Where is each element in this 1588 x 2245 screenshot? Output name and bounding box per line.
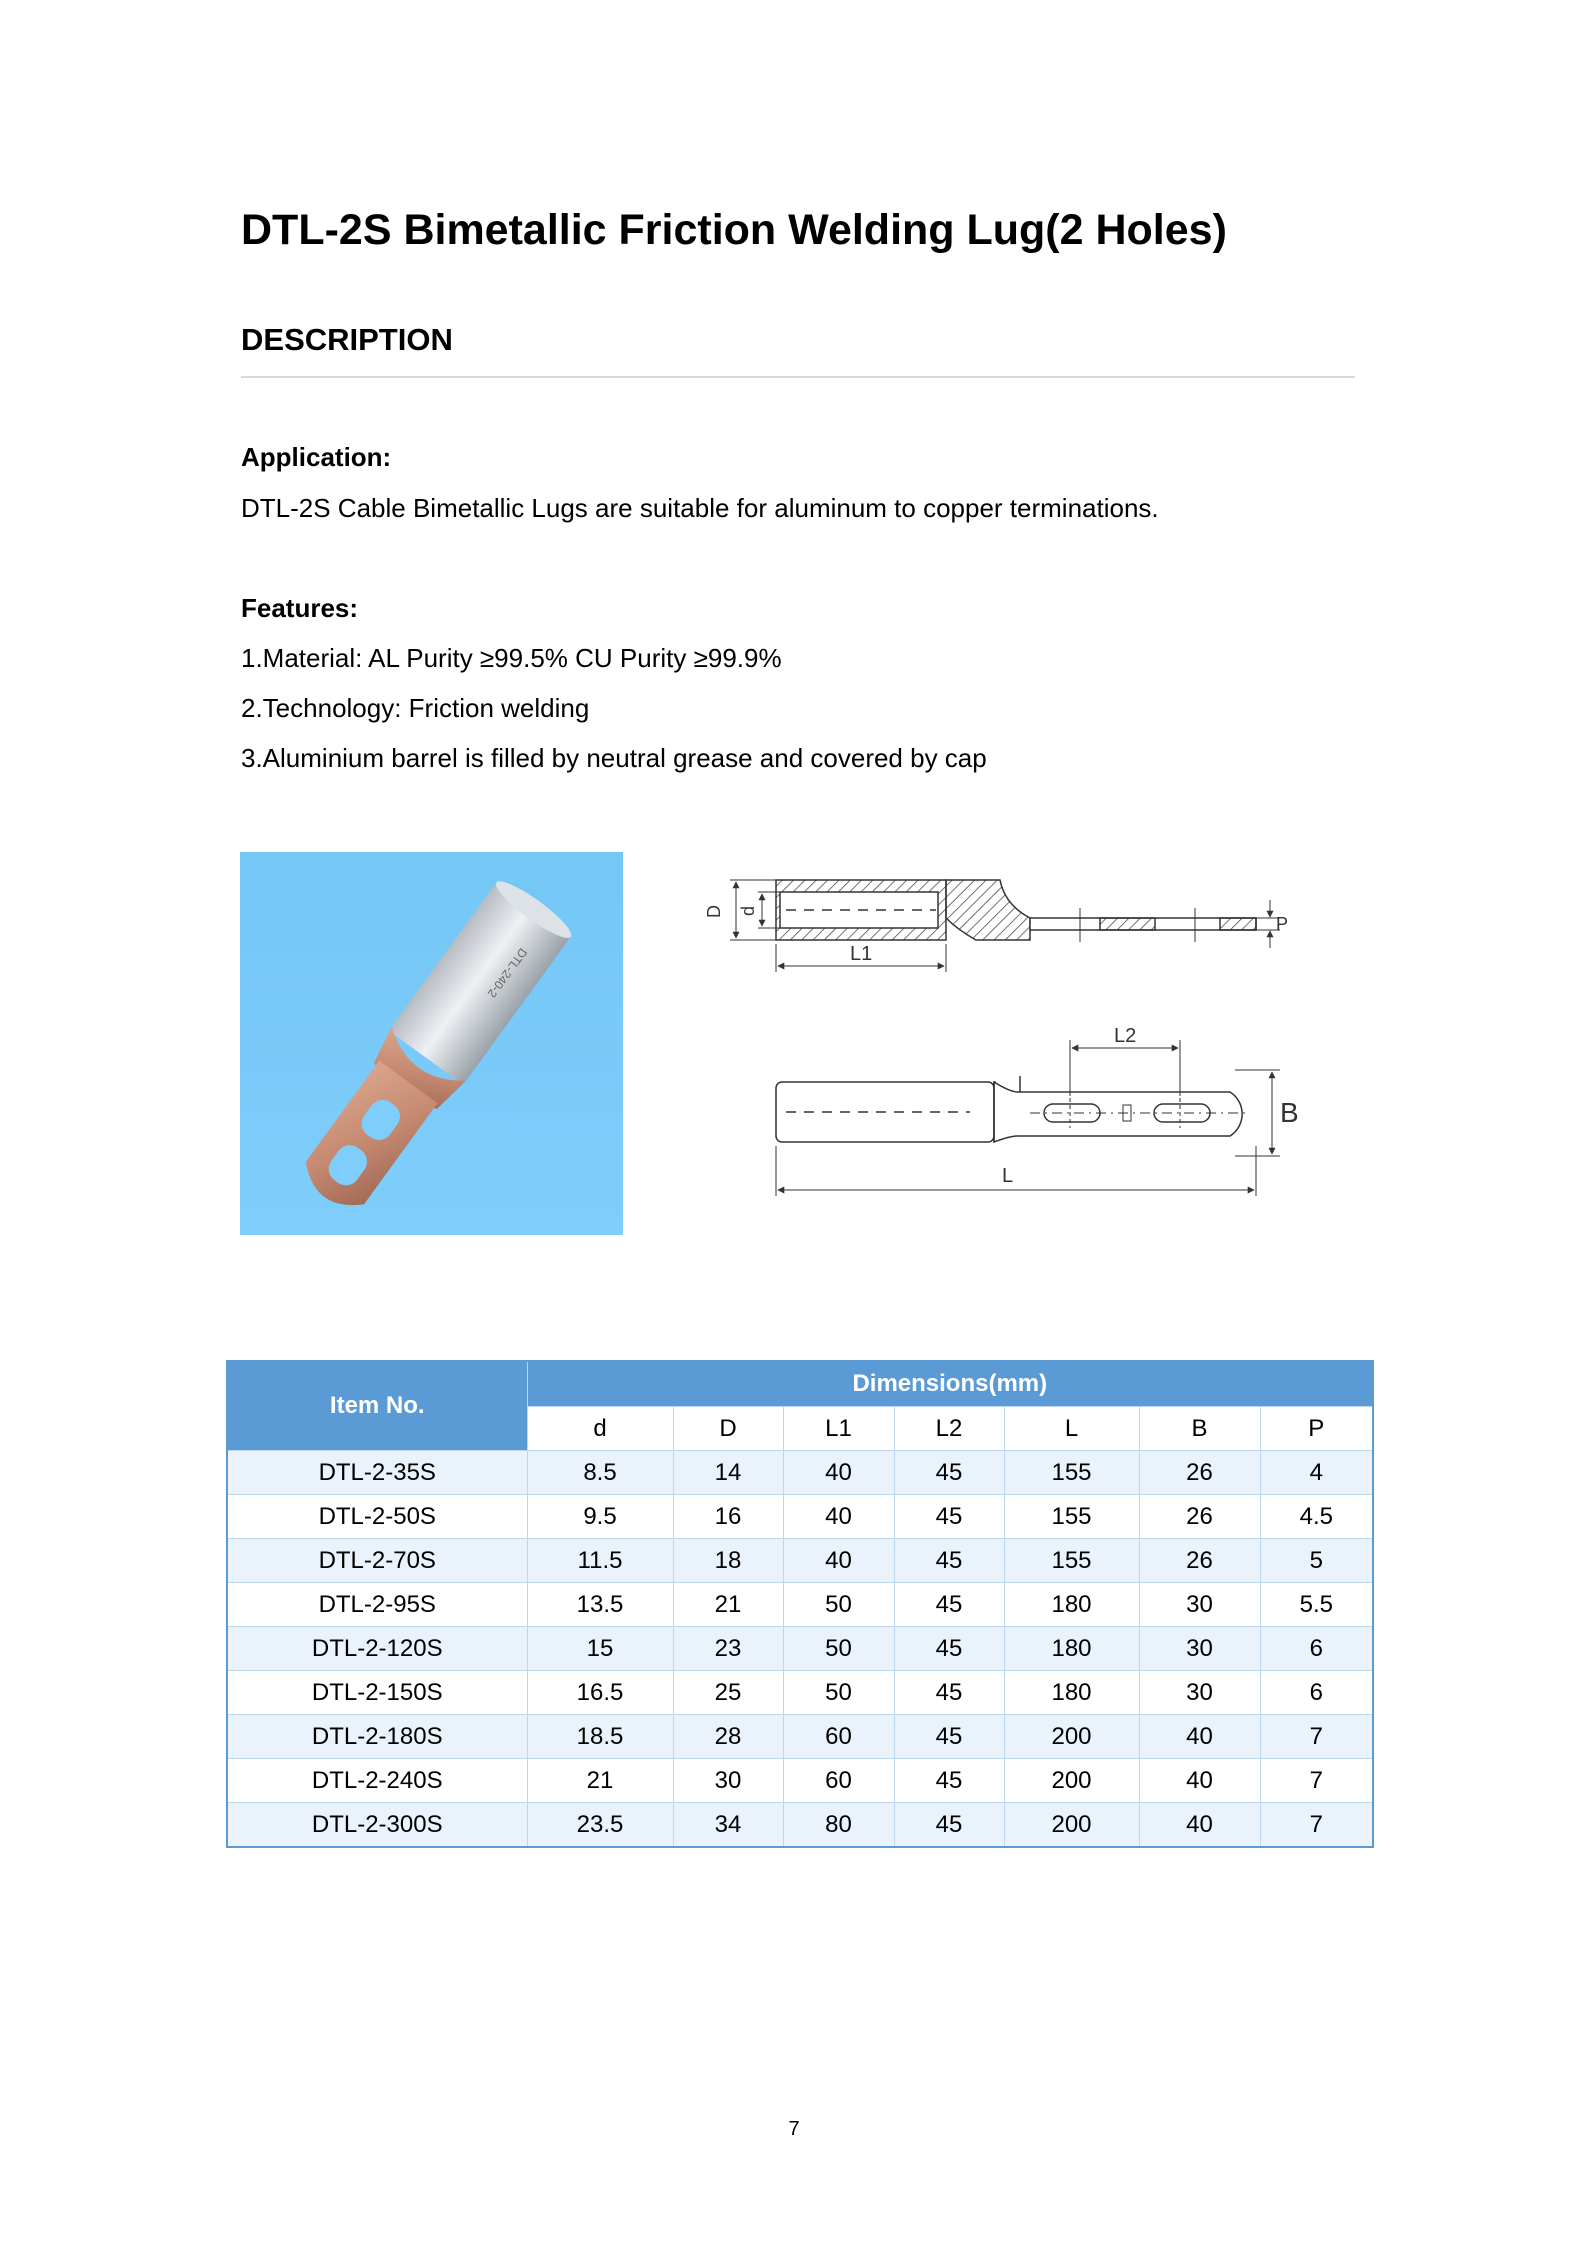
dimension-cell: 45 bbox=[894, 1759, 1004, 1803]
dimension-cell: 60 bbox=[783, 1759, 894, 1803]
dimension-cell: 21 bbox=[673, 1583, 783, 1627]
features-label: Features: bbox=[241, 593, 359, 623]
dimension-cell: 50 bbox=[783, 1671, 894, 1715]
dimension-cell: 30 bbox=[673, 1759, 783, 1803]
dimension-cell: 6 bbox=[1260, 1671, 1373, 1715]
dimension-cell: 23 bbox=[673, 1627, 783, 1671]
item-number-cell: DTL-2-300S bbox=[227, 1803, 527, 1848]
dimension-cell: 45 bbox=[894, 1495, 1004, 1539]
column-header: d bbox=[527, 1407, 673, 1451]
table-row bbox=[227, 1583, 1373, 1627]
dimension-cell: 40 bbox=[783, 1451, 894, 1495]
section-heading: DESCRIPTION bbox=[241, 322, 453, 357]
table-row bbox=[227, 1451, 1373, 1495]
dimension-cell: 9.5 bbox=[527, 1495, 673, 1539]
dimension-cell: 45 bbox=[894, 1627, 1004, 1671]
dimension-cell: 30 bbox=[1139, 1583, 1260, 1627]
dimension-cell: 4.5 bbox=[1260, 1495, 1373, 1539]
item-number-cell: DTL-2-150S bbox=[227, 1671, 527, 1715]
dimension-cell: 34 bbox=[673, 1803, 783, 1848]
dimension-cell: 45 bbox=[894, 1803, 1004, 1848]
dimension-cell: 18.5 bbox=[527, 1715, 673, 1759]
item-number-cell: DTL-2-95S bbox=[227, 1583, 527, 1627]
dimension-cell: 155 bbox=[1004, 1539, 1139, 1583]
dimension-cell: 28 bbox=[673, 1715, 783, 1759]
dimension-cell: 30 bbox=[1139, 1627, 1260, 1671]
application-text: DTL-2S Cable Bimetallic Lugs are suitable for aluminum to copper terminations. bbox=[241, 493, 1159, 523]
dimension-cell: 21 bbox=[527, 1759, 673, 1803]
page-number: 7 bbox=[788, 2118, 800, 2140]
dim-label-D: D bbox=[704, 905, 724, 918]
photo-stamp: DTL-240-2 bbox=[484, 945, 530, 1001]
item-number-cell: DTL-2-70S bbox=[227, 1539, 527, 1583]
application-label: Application: bbox=[241, 442, 392, 472]
dimension-cell: 16.5 bbox=[527, 1671, 673, 1715]
dimension-cell: 14 bbox=[673, 1451, 783, 1495]
dimension-cell: 40 bbox=[1139, 1759, 1260, 1803]
column-header: B bbox=[1139, 1407, 1260, 1451]
page-title: DTL-2S Bimetallic Friction Welding Lug(2 Holes) bbox=[241, 206, 1227, 254]
dimension-cell: 40 bbox=[783, 1539, 894, 1583]
item-number-cell: DTL-2-35S bbox=[227, 1451, 527, 1495]
technical-drawing bbox=[700, 860, 1300, 1210]
column-header: L2 bbox=[894, 1407, 1004, 1451]
dimension-cell: 40 bbox=[783, 1495, 894, 1539]
dimension-cell: 8.5 bbox=[527, 1451, 673, 1495]
dimension-cell: 180 bbox=[1004, 1627, 1139, 1671]
item-number-cell: DTL-2-120S bbox=[227, 1627, 527, 1671]
table-row bbox=[227, 1539, 1373, 1583]
dimension-cell: 40 bbox=[1139, 1803, 1260, 1848]
dimension-cell: 5.5 bbox=[1260, 1583, 1373, 1627]
column-header: L1 bbox=[783, 1407, 894, 1451]
dimension-cell: 7 bbox=[1260, 1715, 1373, 1759]
dimension-cell: 16 bbox=[673, 1495, 783, 1539]
dimension-cell: 40 bbox=[1139, 1715, 1260, 1759]
column-header: L bbox=[1004, 1407, 1139, 1451]
dimension-cell: 13.5 bbox=[527, 1583, 673, 1627]
dimension-cell: 7 bbox=[1260, 1759, 1373, 1803]
dimension-cell: 23.5 bbox=[527, 1803, 673, 1848]
feature-item: 3.Aluminium barrel is filled by neutral grease and covered by cap bbox=[241, 743, 987, 773]
dimension-cell: 26 bbox=[1139, 1451, 1260, 1495]
dimension-cell: 180 bbox=[1004, 1671, 1139, 1715]
dimension-cell: 45 bbox=[894, 1583, 1004, 1627]
dimension-cell: 45 bbox=[894, 1671, 1004, 1715]
dimension-cell: 60 bbox=[783, 1715, 894, 1759]
dimension-cell: 45 bbox=[894, 1451, 1004, 1495]
dimension-cell: 155 bbox=[1004, 1495, 1139, 1539]
dimension-cell: 180 bbox=[1004, 1583, 1139, 1627]
dimensions-header: Dimensions(mm) bbox=[527, 1361, 1373, 1407]
item-number-cell: DTL-2-240S bbox=[227, 1759, 527, 1803]
dimension-cell: 50 bbox=[783, 1583, 894, 1627]
feature-item: 2.Technology: Friction welding bbox=[241, 693, 590, 723]
feature-item: 1.Material: AL Purity ≥99.5% CU Purity ≥99.9% bbox=[241, 643, 782, 673]
dimension-cell: 15 bbox=[527, 1627, 673, 1671]
column-header: P bbox=[1260, 1407, 1373, 1451]
dimension-cell: 50 bbox=[783, 1627, 894, 1671]
dimension-cell: 4 bbox=[1260, 1451, 1373, 1495]
dimension-cell: 200 bbox=[1004, 1803, 1139, 1848]
dimension-cell: 26 bbox=[1139, 1539, 1260, 1583]
table-body bbox=[227, 1451, 1373, 1848]
product-photo bbox=[240, 852, 623, 1235]
column-header: D bbox=[673, 1407, 783, 1451]
dim-label-L: L bbox=[1002, 1165, 1014, 1187]
dim-label-L2: L2 bbox=[1114, 1025, 1137, 1047]
table-row bbox=[227, 1715, 1373, 1759]
dimension-cell: 11.5 bbox=[527, 1539, 673, 1583]
dim-label-B: B bbox=[1280, 1097, 1299, 1128]
dimension-cell: 30 bbox=[1139, 1671, 1260, 1715]
table-row bbox=[227, 1671, 1373, 1715]
table-row bbox=[227, 1495, 1373, 1539]
section-divider bbox=[241, 376, 1355, 378]
table-row bbox=[227, 1803, 1373, 1848]
table-row bbox=[227, 1759, 1373, 1803]
dimension-cell: 45 bbox=[894, 1715, 1004, 1759]
dimension-cell: 80 bbox=[783, 1803, 894, 1848]
item-no-header: Item No. bbox=[227, 1361, 527, 1451]
dimension-cell: 155 bbox=[1004, 1451, 1139, 1495]
dimension-cell: 26 bbox=[1139, 1495, 1260, 1539]
dimension-cell: 7 bbox=[1260, 1803, 1373, 1848]
item-number-cell: DTL-2-180S bbox=[227, 1715, 527, 1759]
dimension-cell: 5 bbox=[1260, 1539, 1373, 1583]
dimension-cell: 25 bbox=[673, 1671, 783, 1715]
dimension-cell: 18 bbox=[673, 1539, 783, 1583]
dim-label-L1: L1 bbox=[850, 943, 873, 965]
dim-label-P: P bbox=[1276, 914, 1289, 934]
dimension-cell: 45 bbox=[894, 1539, 1004, 1583]
dimensions-table bbox=[226, 1360, 1374, 1848]
dimension-cell: 6 bbox=[1260, 1627, 1373, 1671]
table-row bbox=[227, 1627, 1373, 1671]
dimension-cell: 200 bbox=[1004, 1715, 1139, 1759]
dim-label-d: d bbox=[738, 905, 758, 916]
item-number-cell: DTL-2-50S bbox=[227, 1495, 527, 1539]
dimension-cell: 200 bbox=[1004, 1759, 1139, 1803]
